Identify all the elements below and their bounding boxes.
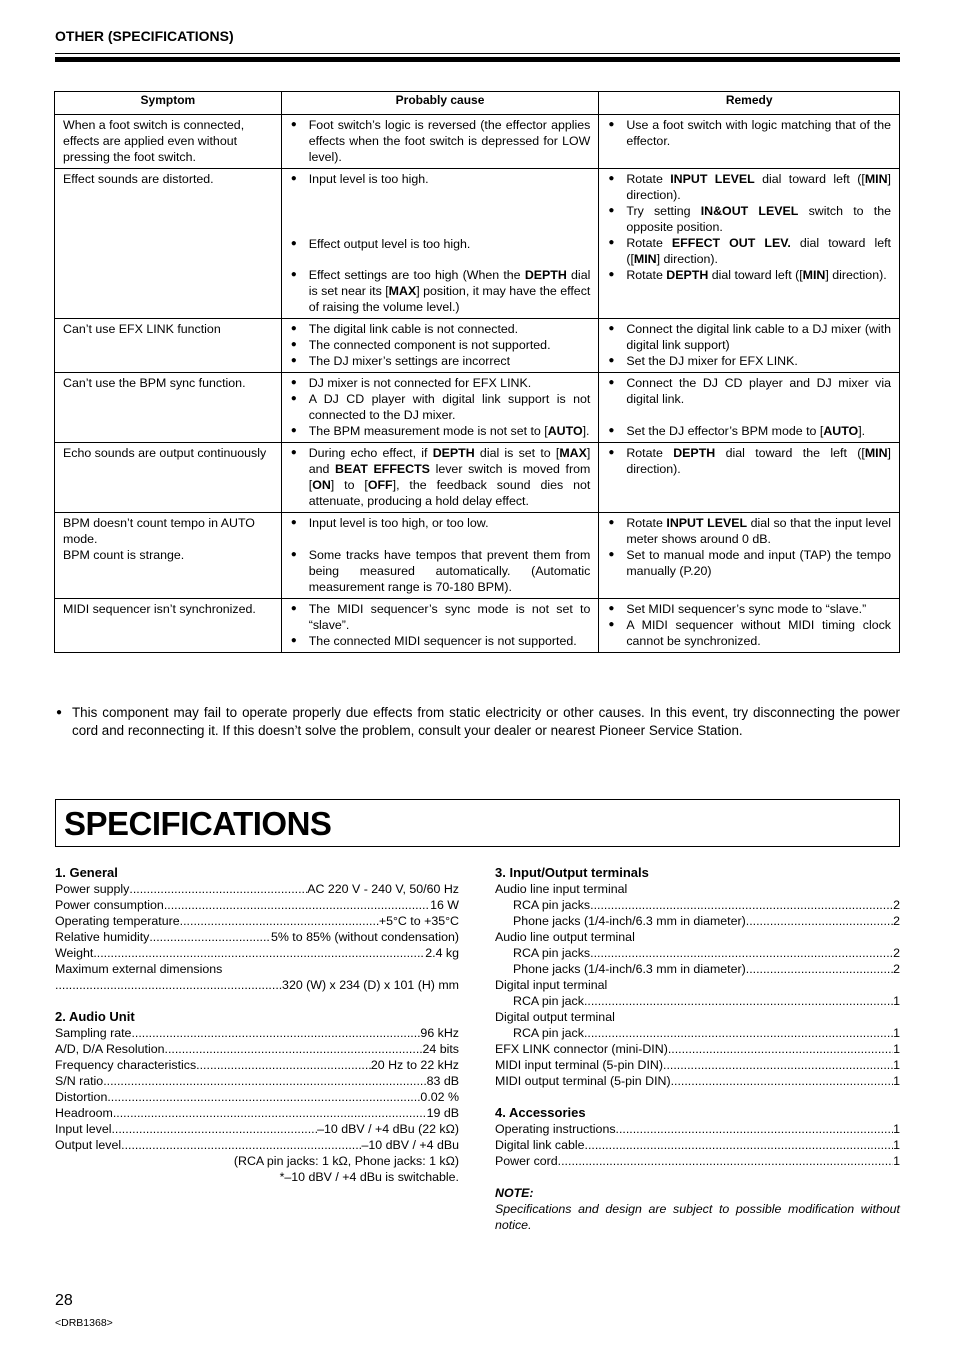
cause-item: ● Input level is too high, or too low. xyxy=(290,515,591,531)
remedy-item: ● Rotate INPUT LEVEL dial toward left ([MIN] direction). xyxy=(607,171,891,203)
cause-item: ● The connected component is not supported. xyxy=(290,337,591,353)
spec-label: Digital output terminal xyxy=(495,1010,615,1024)
cause-item: ● The digital link cable is not connected. xyxy=(290,321,591,337)
remedy-cell xyxy=(599,373,900,443)
cause-item: ● Some tracks have tempos that prevent them from being measured automatically. (Automatic measurement range is 70-180 BPM). xyxy=(290,547,591,595)
cause-item: ● The BPM measurement mode is not set to [AUTO]. xyxy=(290,423,591,439)
remedy-item: ● Connect the DJ CD player and DJ mixer via digital link. xyxy=(607,375,891,407)
spec-row: Power supply ..... AC 220 V - 240 V, 50/60 Hz xyxy=(55,881,459,897)
remedy-item: ● Rotate EFFECT OUT LEV. dial toward left ([MIN] direction). xyxy=(607,235,891,267)
cause-cell xyxy=(281,373,599,443)
spec-row: ..... 320 (W) x 234 (D) x 101 (H) mm xyxy=(55,977,459,993)
remedy-cell xyxy=(599,169,900,319)
cause-item: ● Foot switch’s logic is reversed (the effector applies effects when the foot switch is depressed for LOW level). xyxy=(290,117,591,165)
table-row xyxy=(55,513,900,599)
symptom-text: Can’t use EFX LINK function xyxy=(63,322,221,336)
table-row xyxy=(55,169,900,319)
remedy-item: ● A MIDI sequencer without MIDI timing clock cannot be synchronized. xyxy=(607,617,891,649)
cause-cell xyxy=(281,599,599,653)
column-header-cause: Probably cause xyxy=(281,92,599,115)
symptom-text: BPM doesn’t count tempo in AUTO mode. xyxy=(63,516,255,546)
column-header-remedy: Remedy xyxy=(599,92,900,115)
spec-column-left xyxy=(55,865,459,1185)
cause-item: ● The connected MIDI sequencer is not supported. xyxy=(290,633,591,649)
cause-cell xyxy=(281,443,599,513)
symptom-cell xyxy=(55,513,282,599)
spec-row: RCA pin jacks ..... 2 xyxy=(495,897,900,913)
spec-row: MIDI input terminal (5-pin DIN) ..... 1 xyxy=(495,1057,900,1073)
spec-row: Phone jacks (1/4-inch/6.3 mm in diameter) ..... 2 xyxy=(495,961,900,977)
cause-item: ● Effect settings are too high (When the DEPTH dial is set near its [MAX] position, it may have the effect of raising the volume level.) xyxy=(290,267,591,315)
spec-row: EFX LINK connector (mini-DIN) ..... 1 xyxy=(495,1041,900,1057)
remedy-cell xyxy=(599,599,900,653)
spec-row: S/N ratio ..... 83 dB xyxy=(55,1073,459,1089)
remedy-item: ● Rotate INPUT LEVEL dial so that the input level meter shows around 0 dB. xyxy=(607,515,891,547)
static-electricity-note: ● This component may fail to operate properly due effects from static electricity or other causes. In this event, try disconnecting the power cord and reconnecting it. If this doesn’t solve the problem, consult your dealer or nearest Pioneer Service Station. xyxy=(55,704,900,740)
section-heading-general: 1. General xyxy=(55,865,118,880)
table-header-row xyxy=(55,92,900,115)
remedy-cell xyxy=(599,115,900,169)
spec-label: Digital input terminal xyxy=(495,978,608,992)
spec-label: Audio line output terminal xyxy=(495,930,635,944)
spec-row: Sampling rate ..... 96 kHz xyxy=(55,1025,459,1041)
document-code: <DRB1368> xyxy=(55,1317,113,1329)
specifications-title: SPECIFICATIONS xyxy=(64,805,332,842)
remedy-cell xyxy=(599,319,900,373)
cause-cell xyxy=(281,319,599,373)
remedy-item: ● Set MIDI sequencer’s sync mode to “slave.” xyxy=(607,601,891,617)
troubleshooting-table xyxy=(54,91,900,653)
cause-item: ● The DJ mixer’s settings are incorrect xyxy=(290,353,591,369)
spec-row: Power cord ..... 1 xyxy=(495,1153,900,1169)
remedy-cell xyxy=(599,513,900,599)
header-rule-thick xyxy=(55,57,900,62)
spec-row: A/D, D/A Resolution ..... 24 bits xyxy=(55,1041,459,1057)
spec-row: Weight ..... 2.4 kg xyxy=(55,945,459,961)
section-heading-io: 3. Input/Output terminals xyxy=(495,865,649,880)
cause-cell xyxy=(281,513,599,599)
spec-footnote: *–10 dBV / +4 dBu is switchable. xyxy=(279,1170,459,1184)
remedy-item: ● Set to manual mode and input (TAP) the tempo manually (P.20) xyxy=(607,547,891,579)
symptom-text: When a foot switch is connected, effects are applied even without pressing the foot switch. xyxy=(63,118,245,164)
specifications-banner xyxy=(55,799,900,847)
spec-row: MIDI output terminal (5-pin DIN) ..... 1 xyxy=(495,1073,900,1089)
cause-cell xyxy=(281,169,599,319)
spec-row: Distortion ..... 0.02 % xyxy=(55,1089,459,1105)
spec-row: RCA pin jack ..... 1 xyxy=(495,1025,900,1041)
spec-row: Frequency characteristics ..... 20 Hz to 22 kHz xyxy=(55,1057,459,1073)
table-row xyxy=(55,319,900,373)
symptom-text: Effect sounds are distorted. xyxy=(63,172,214,186)
remedy-cell xyxy=(599,443,900,513)
symptom-cell xyxy=(55,599,282,653)
spec-row: Power consumption ..... 16 W xyxy=(55,897,459,913)
remedy-item: ● Rotate DEPTH dial toward left ([MIN] direction). xyxy=(607,267,891,283)
table-row xyxy=(55,443,900,513)
cause-item: ● Input level is too high. xyxy=(290,171,591,187)
remedy-item: ● Set the DJ effector’s BPM mode to [AUTO]. xyxy=(607,423,891,439)
spec-row: Operating instructions ..... 1 xyxy=(495,1121,900,1137)
cause-item: ● A DJ CD player with digital link support is not connected to the DJ mixer. xyxy=(290,391,591,423)
spec-row: Input level ..... –10 dBV / +4 dBu (22 kΩ) xyxy=(55,1121,459,1137)
symptom-cell xyxy=(55,115,282,169)
symptom-text: Can’t use the BPM sync function. xyxy=(63,376,246,390)
cause-item: ● Effect output level is too high. xyxy=(290,236,591,252)
remedy-item: ● Try setting IN&OUT LEVEL switch to the opposite position. xyxy=(607,203,891,235)
spec-row: Operating temperature ..... +5°C to +35°C xyxy=(55,913,459,929)
spec-row: RCA pin jack ..... 1 xyxy=(495,993,900,1009)
cause-item: ● The MIDI sequencer’s sync mode is not set to “slave”. xyxy=(290,601,591,633)
cause-item: ● DJ mixer is not connected for EFX LINK. xyxy=(290,375,591,391)
spec-label: Audio line input terminal xyxy=(495,882,628,896)
spec-label: Maximum external dimensions xyxy=(55,962,223,976)
spec-row: RCA pin jacks ..... 2 xyxy=(495,945,900,961)
note-text: Specifications and design are subject to possible modification without notice. xyxy=(495,1202,900,1232)
symptom-cell xyxy=(55,169,282,319)
section-heading-accessories: 4. Accessories xyxy=(495,1105,586,1120)
spec-row: Digital link cable ..... 1 xyxy=(495,1137,900,1153)
symptom-cell xyxy=(55,319,282,373)
symptom-cell xyxy=(55,443,282,513)
table-row xyxy=(55,599,900,653)
spec-row: Headroom ..... 19 dB xyxy=(55,1105,459,1121)
symptom-text: Echo sounds are output continuously xyxy=(63,446,267,460)
cause-item: ● During echo effect, if DEPTH dial is set to [MAX] and BEAT EFFECTS lever switch is moved from [ON] to [OFF], the feedback sound dies not attenuate, producing a hold delay effect. xyxy=(290,445,591,509)
table-row xyxy=(55,115,900,169)
spec-column-right xyxy=(495,865,900,1233)
remedy-item: ● Rotate DEPTH dial toward the left ([MIN] direction). xyxy=(607,445,891,477)
section-header: OTHER (SPECIFICATIONS) xyxy=(55,28,234,44)
page-number: 28 xyxy=(55,1292,73,1309)
spec-row: Output level ..... –10 dBV / +4 dBu xyxy=(55,1137,459,1153)
header-rule-thin xyxy=(55,53,900,54)
spec-row: Phone jacks (1/4-inch/6.3 mm in diameter) ..... 2 xyxy=(495,913,900,929)
remedy-item: ● Use a foot switch with logic matching that of the effector. xyxy=(607,117,891,149)
symptom-text: MIDI sequencer isn’t synchronized. xyxy=(63,602,256,616)
remedy-item: ● Connect the digital link cable to a DJ mixer (with digital link support) xyxy=(607,321,891,353)
symptom-cell xyxy=(55,373,282,443)
symptom-text: BPM count is strange. xyxy=(63,548,185,562)
cause-cell xyxy=(281,115,599,169)
remedy-item: ● Set the DJ mixer for EFX LINK. xyxy=(607,353,891,369)
spec-row: Relative humidity ..... 5% to 85% (without condensation) xyxy=(55,929,459,945)
section-heading-audio-unit: 2. Audio Unit xyxy=(55,1009,135,1024)
table-row xyxy=(55,373,900,443)
spec-footnote: (RCA pin jacks: 1 kΩ, Phone jacks: 1 kΩ) xyxy=(233,1154,459,1168)
note-heading: NOTE: xyxy=(495,1186,534,1200)
column-header-symptom: Symptom xyxy=(55,92,282,115)
